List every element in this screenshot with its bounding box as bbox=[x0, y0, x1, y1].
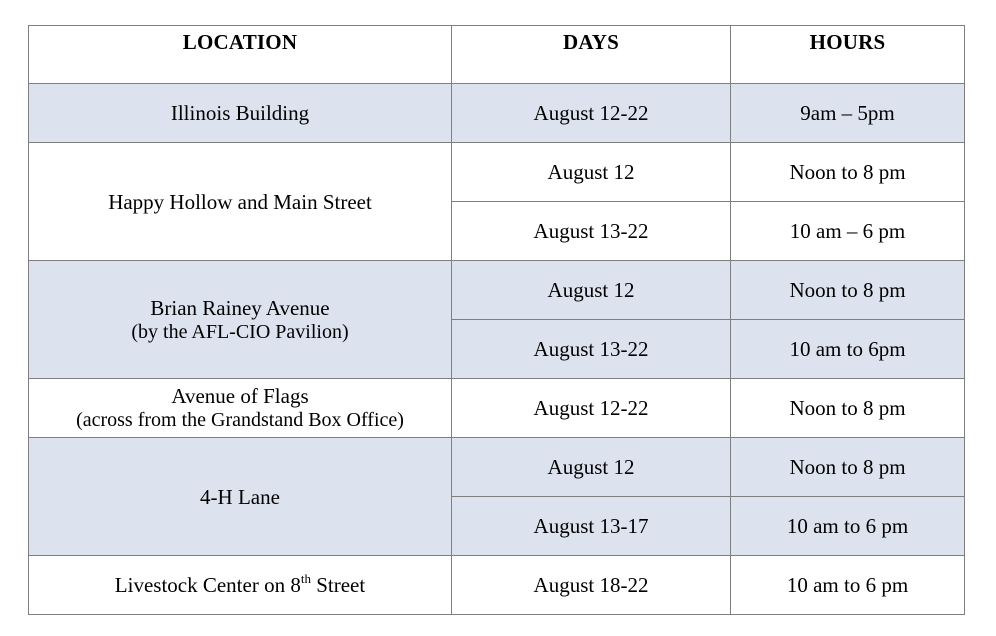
location-name: Illinois Building bbox=[170, 101, 310, 125]
hours-cell: Noon to 8 pm bbox=[731, 379, 965, 438]
location-name-suffix: Street bbox=[310, 573, 366, 597]
location-name-prefix: Livestock Center on 8 bbox=[114, 573, 301, 597]
hours-cell: 9am – 5pm bbox=[731, 84, 965, 143]
days-cell: August 13-22 bbox=[452, 202, 731, 261]
location-name bbox=[29, 573, 451, 597]
location-name: 4-H Lane bbox=[200, 484, 280, 509]
location-cell bbox=[29, 261, 452, 379]
hours-cell: 10 am to 6 pm bbox=[731, 497, 965, 556]
location-cell bbox=[29, 84, 452, 143]
table-row bbox=[29, 143, 965, 202]
table-row bbox=[29, 556, 965, 615]
location-name: Brian Rainey Avenue bbox=[150, 295, 330, 320]
days-cell: August 12-22 bbox=[452, 379, 731, 438]
days-cell: August 13-17 bbox=[452, 497, 731, 556]
header-hours: HOURS bbox=[731, 26, 965, 84]
hours-cell: Noon to 8 pm bbox=[731, 143, 965, 202]
location-subtitle: (across from the Grandstand Box Office) bbox=[76, 409, 404, 431]
hours-cell: 10 am – 6 pm bbox=[731, 202, 965, 261]
header-row bbox=[29, 26, 965, 84]
location-cell bbox=[29, 556, 452, 615]
location-cell bbox=[29, 143, 452, 261]
location-name: Avenue of Flags bbox=[171, 384, 309, 408]
header-location: LOCATION bbox=[29, 26, 452, 84]
location-cell bbox=[29, 379, 452, 438]
schedule-table bbox=[28, 25, 965, 615]
location-cell bbox=[29, 438, 452, 556]
hours-cell: 10 am to 6 pm bbox=[731, 556, 965, 615]
hours-cell: Noon to 8 pm bbox=[731, 261, 965, 320]
days-cell: August 12-22 bbox=[452, 84, 731, 143]
location-name: Happy Hollow and Main Street bbox=[108, 189, 372, 214]
table-row bbox=[29, 438, 965, 497]
hours-cell: Noon to 8 pm bbox=[731, 438, 965, 497]
table-row bbox=[29, 84, 965, 143]
days-cell: August 12 bbox=[452, 143, 731, 202]
days-cell: August 18-22 bbox=[452, 556, 731, 615]
days-cell: August 12 bbox=[452, 261, 731, 320]
header-days: DAYS bbox=[452, 26, 731, 84]
hours-cell: 10 am to 6pm bbox=[731, 320, 965, 379]
days-cell: August 13-22 bbox=[452, 320, 731, 379]
location-subtitle: (by the AFL-CIO Pavilion) bbox=[131, 320, 349, 343]
ordinal-superscript: th bbox=[300, 571, 311, 586]
table-row bbox=[29, 261, 965, 320]
table-row bbox=[29, 379, 965, 438]
days-cell: August 12 bbox=[452, 438, 731, 497]
